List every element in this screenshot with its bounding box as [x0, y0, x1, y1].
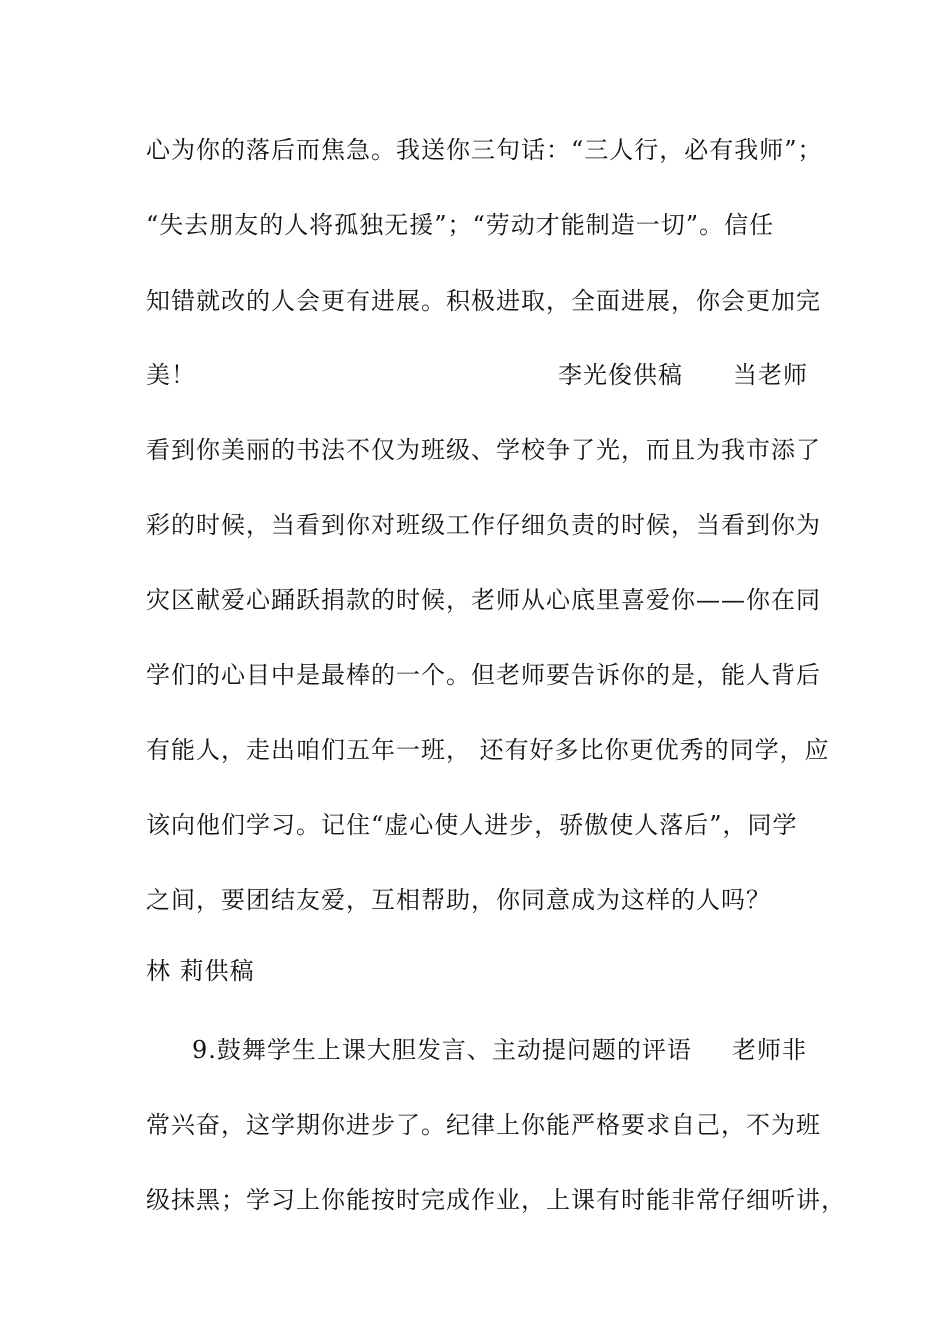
paragraph-line: 彩的时候，当看到你对班级工作仔细负责的时候，当看到你为	[146, 511, 821, 539]
paragraph-line: 学们的心目中是最棒的一个。但老师要告诉你的是，能人背后	[146, 661, 821, 689]
next-comment-start: 当老师	[733, 361, 808, 389]
author-signature-2: 林 莉供稿	[146, 957, 255, 985]
paragraph-line: 知错就改的人会更有进展。积极进取，全面进展，你会更加完	[146, 287, 821, 315]
paragraph-line: 灾区献爱心踊跃捐款的时候，老师从心底里喜爱你——你在同	[146, 586, 821, 614]
paragraph-line: 美！	[146, 361, 196, 389]
paragraph-line: 常兴奋，这学期你进步了。纪律上你能严格要求自己，不为班	[146, 1111, 821, 1139]
signature-line	[558, 359, 808, 391]
paragraph-line: 心为你的落后而焦急。我送你三句话：“三人行，必有我师”；	[146, 136, 823, 164]
author-signature: 李光俊供稿	[558, 361, 683, 389]
next-comment-start: 老师非	[732, 1036, 807, 1064]
paragraph-line: “失去朋友的人将孤独无援”；“劳动才能制造一切”。信任	[146, 211, 775, 239]
paragraph-line: 该向他们学习。记住“虚心使人进步，骄傲使人落后”，同学	[146, 811, 798, 839]
paragraph-line: 级抹黑；学习上你能按时完成作业，上课有时能非常仔细听讲，	[146, 1186, 846, 1214]
paragraph-line: 看到你美丽的书法不仅为班级、学校争了光，而且为我市添了	[146, 436, 821, 464]
paragraph-line: 有能人，走出咱们五年一班， 还有好多比你更优秀的同学，应	[146, 736, 830, 764]
paragraph-line: 之间，要团结友爱，互相帮助，你同意成为这样的人吗？	[146, 886, 771, 914]
section-heading: 9.鼓舞学生上课大胆发言、主动提问题的评语	[192, 1036, 692, 1064]
